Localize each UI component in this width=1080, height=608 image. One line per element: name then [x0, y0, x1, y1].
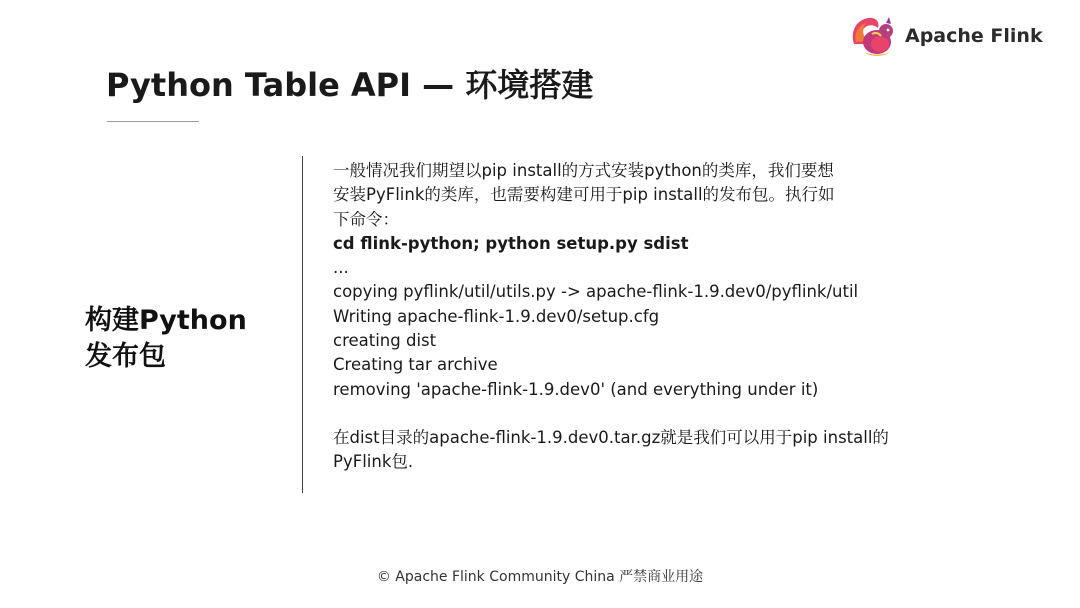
output-line-3: Writing apache-flink-1.9.dev0/setup.cfg: [333, 306, 660, 326]
intro-line-2: 安装PyFlink的类库，也需要构建可用于pip install的发布包。执行如: [333, 185, 835, 205]
output-line-5: Creating tar archive: [333, 355, 498, 375]
vertical-divider: [302, 156, 303, 493]
slide-title: Python Table API — 环境搭建: [106, 66, 594, 104]
output-line-6: removing 'apache-flink-1.9.dev0' (and everything under it): [333, 379, 819, 399]
title-underline: [107, 121, 199, 122]
output-line-2: copying pyflink/util/utils.py -> apache-flink-1.9.dev0/pyflink/util: [333, 282, 859, 302]
apache-flink-logo: [850, 14, 1043, 58]
output-line-4: creating dist: [333, 331, 437, 351]
body-text: [333, 159, 933, 475]
intro-line-3: 下命令：: [333, 209, 399, 229]
result-line-2: PyFlink包.: [333, 452, 414, 472]
command-line: cd flink-python; python setup.py sdist: [333, 233, 689, 253]
paragraph-gap: [333, 402, 933, 426]
section-label-line-2: 发布包: [85, 341, 166, 372]
result-line-1: 在dist目录的apache-flink-1.9.dev0.tar.gz就是我们可以用于pip install的: [333, 427, 889, 447]
output-line-1: ...: [333, 258, 349, 278]
intro-line-1: 一般情况我们期望以pip install的方式安装python的类库，我们要想: [333, 161, 834, 180]
section-label-line-1: 构建Python: [85, 305, 247, 336]
section-label: [85, 303, 285, 375]
logo-text: Apache Flink: [905, 25, 1043, 47]
footer-copyright: © Apache Flink Community China 严禁商业用途: [376, 569, 704, 585]
flink-squirrel-logo-icon: [850, 14, 896, 58]
